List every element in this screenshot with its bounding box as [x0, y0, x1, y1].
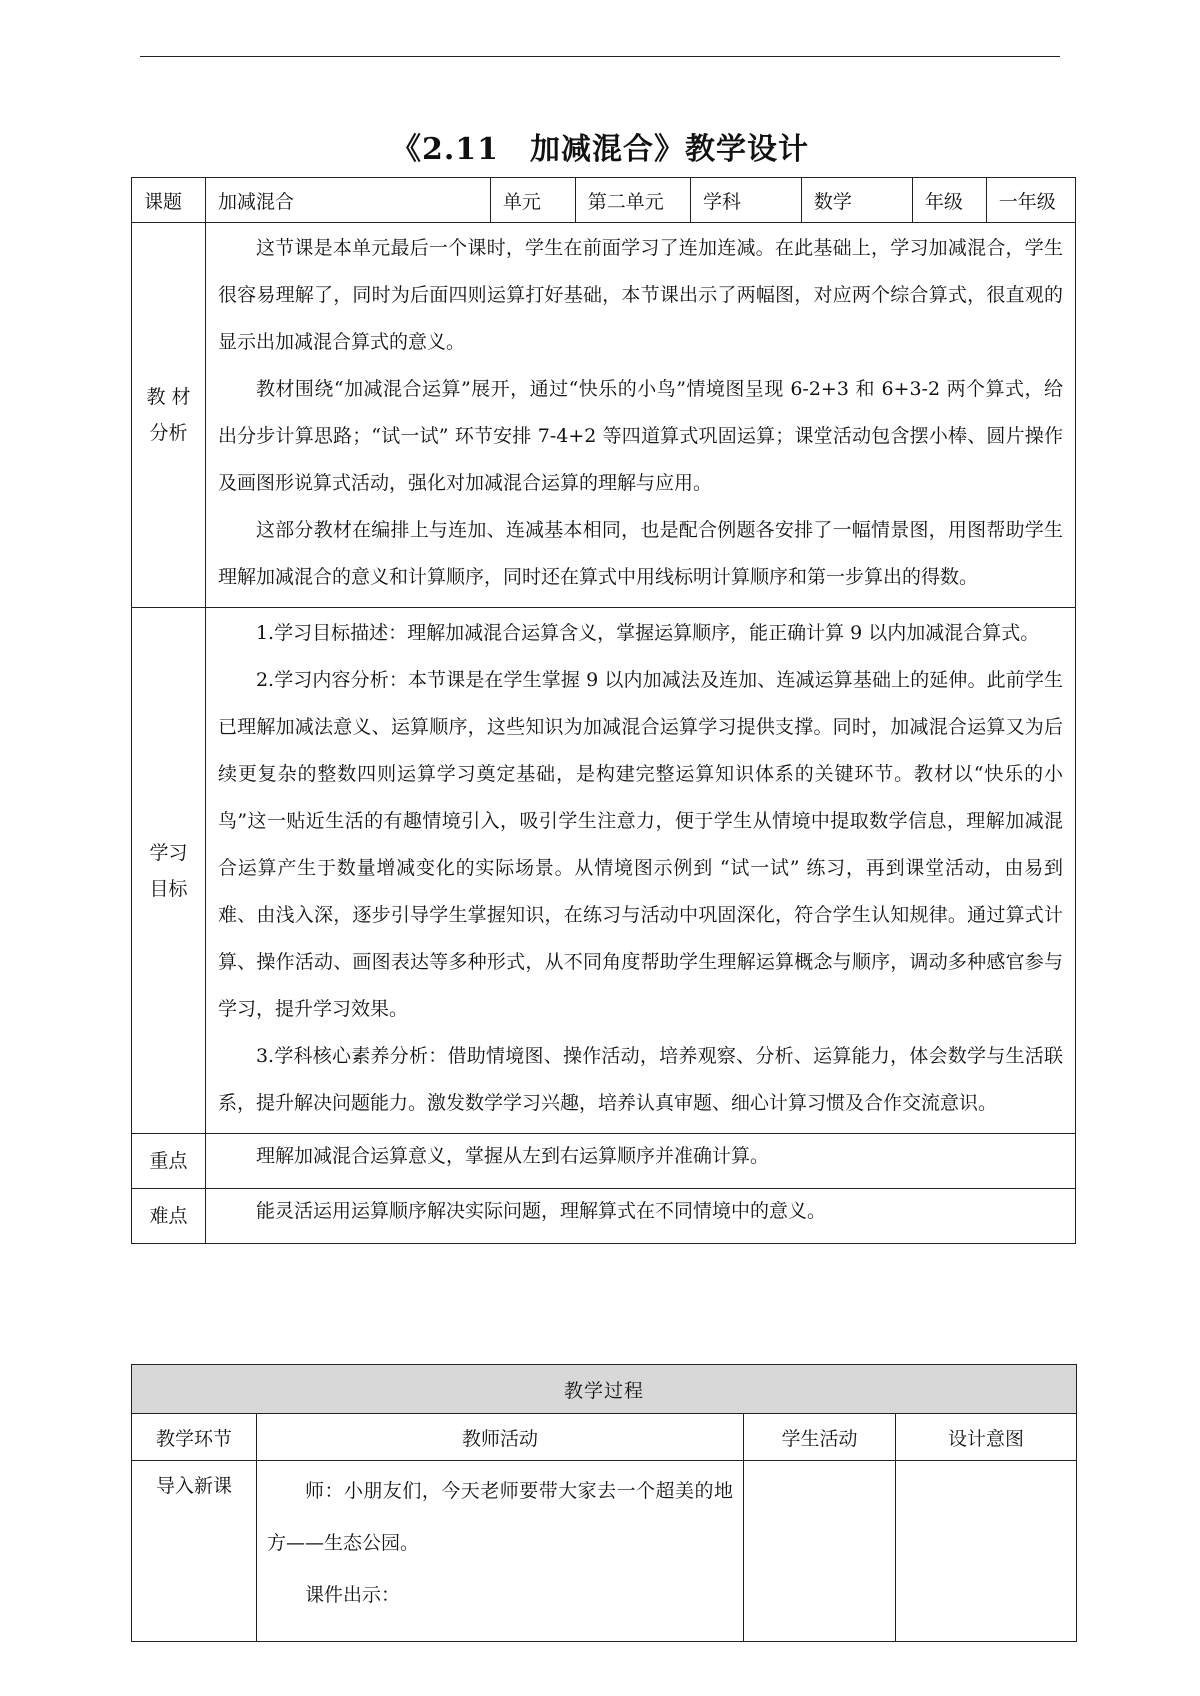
key-point-text: 理解加减混合运算意义，掌握从左到右运算顺序并准确计算。: [255, 1145, 769, 1167]
textbook-analysis-row: [132, 223, 1076, 608]
paragraph: 1.学习目标描述：理解加减混合运算含义，掌握运算顺序，能正确计算 9 以内加减混合算式。: [255, 622, 1040, 644]
subject-label: 学科: [690, 178, 801, 223]
page-title: 《2.11 加减混合》教学设计: [390, 132, 810, 167]
textbook-analysis-label: 教 材 分析: [132, 223, 206, 608]
key-point-row: [132, 1134, 1076, 1189]
lesson-info-table: [131, 177, 1076, 1244]
learning-objectives-label: 学习 目标: [132, 608, 206, 1134]
stage-label: 导入新课: [132, 1461, 257, 1642]
unit-label: 单元: [490, 178, 575, 223]
unit-value: 第二单元: [575, 178, 690, 223]
learning-objectives-content: [205, 608, 1075, 1134]
grade-value: 一年级: [986, 178, 1075, 223]
key-point-label: 重点: [132, 1134, 206, 1189]
section-title: 教学过程: [132, 1365, 1077, 1414]
teaching-process-table: [131, 1364, 1077, 1642]
difficult-point-label: 难点: [132, 1189, 206, 1244]
key-point-content: [205, 1134, 1075, 1189]
teacher-activity: [257, 1461, 744, 1642]
difficult-point-row: [132, 1189, 1076, 1244]
paragraph: 这部分教材在编排上与连加、连减基本相同，也是配合例题各安排了一幅情景图，用图帮助学生理解加减混合的意义和计算顺序，同时还在算式中用线标明计算顺序和第一步算出的得数。: [217, 519, 1063, 588]
topic-value: 加减混合: [205, 178, 490, 223]
column-header-teacher: 教师活动: [257, 1414, 744, 1461]
paragraph: 师：小朋友们，今天老师要带大家去一个超美的地方——生态公园。: [267, 1480, 733, 1554]
design-intent: [896, 1461, 1077, 1642]
process-column-headers: [132, 1414, 1077, 1461]
topic-label: 课题: [132, 178, 206, 223]
table-row: [132, 1461, 1077, 1642]
paragraph: 2.学习内容分析：本节课是在学生掌握 9 以内加减法及连加、连减运算基础上的延伸。此前学生已理解加减法意义、运算顺序，这些知识为加减混合运算学习提供支撑。同时，加减混合运算又为后续更复杂的整数四则运算学习奠定基础，是构建完整运算知识体系的关键环节。教材以“快乐的小鸟”这一贴近生活的有趣情境引入，吸引学生注意力，便于学生从情境中提取数学信息，理解加减混合运算产生于数量增减变化的实际场景。从情境图示例到 “试一试” 练习，再到课堂活动，由易到难、由浅入深，逐步引导学生掌握知识，在练习与活动中巩固深化，符合学生认知规律。通过算式计算、操作活动、画图表达等多种形式，从不同角度帮助学生理解运算概念与顺序，调动多种感官参与学习，提升学习效果。: [217, 669, 1063, 1020]
textbook-analysis-content: [205, 223, 1075, 608]
teaching-process-header: [132, 1365, 1077, 1414]
subject-value: 数学: [801, 178, 912, 223]
header-rule: [140, 56, 1060, 57]
learning-objectives-row: [132, 608, 1076, 1134]
column-header-intent: 设计意图: [896, 1414, 1077, 1461]
paragraph: 3.学科核心素养分析：借助情境图、操作活动，培养观察、分析、运算能力，体会数学与生活联系，提升解决问题能力。激发数学学习兴趣，培养认真审题、细心计算习惯及合作交流意识。: [217, 1045, 1063, 1114]
paragraph: 教材围绕“加减混合运算”展开，通过“快乐的小鸟”情境图呈现 6-2+3 和 6+3-2 两个算式，给出分步计算思路；“试一试” 环节安排 7-4+2 等四道算式巩固运算；课堂活动包含摆小棒、圆片操作及画图形说算式活动，强化对加减混合运算的理解与应用。: [217, 378, 1063, 494]
student-activity: [744, 1461, 896, 1642]
lesson-header-row: [132, 178, 1076, 223]
difficult-point-text: 能灵活运用运算顺序解决实际问题，理解算式在不同情境中的意义。: [255, 1200, 826, 1222]
column-header-student: 学生活动: [744, 1414, 896, 1461]
grade-label: 年级: [912, 178, 986, 223]
difficult-point-content: [205, 1189, 1075, 1244]
paragraph: 课件出示：: [305, 1584, 401, 1606]
paragraph: 这节课是本单元最后一个课时，学生在前面学习了连加连减。在此基础上，学习加减混合，学生很容易理解了，同时为后面四则运算打好基础，本节课出示了两幅图，对应两个综合算式，很直观的显示出加减混合算式的意义。: [217, 237, 1063, 353]
column-header-stage: 教学环节: [132, 1414, 257, 1461]
